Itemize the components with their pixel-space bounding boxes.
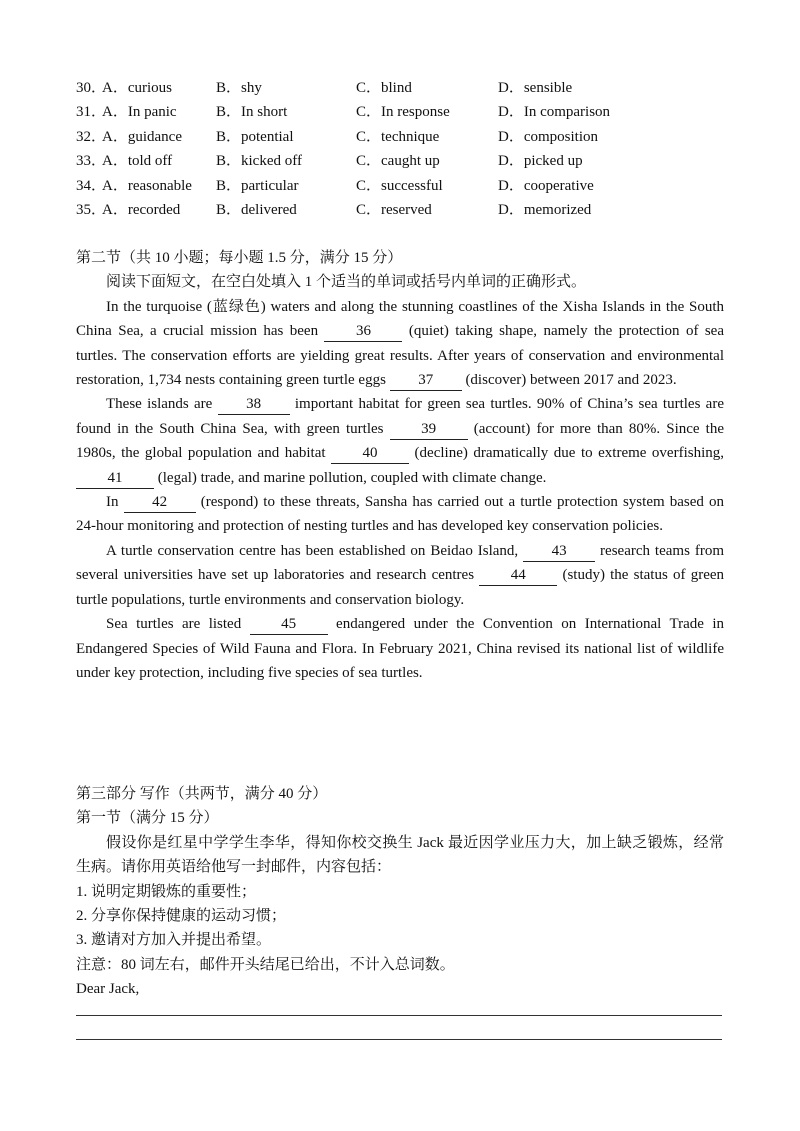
blank-39[interactable]: 39 (390, 419, 468, 440)
option-d: D．picked up (498, 153, 583, 170)
option-row-35 (76, 198, 736, 222)
blank-38[interactable]: 38 (218, 394, 290, 415)
passage-paragraph-1 (76, 295, 724, 393)
option-c: C．In response (356, 104, 450, 121)
part-3-writing (76, 782, 724, 1002)
option-a: A．told off (102, 153, 173, 170)
option-c: C．successful (356, 177, 443, 194)
section-2-instruction: 阅读下面短文，在空白处填入 1 个适当的单词或括号内单词的正确形式。 (106, 274, 587, 291)
blank-37[interactable]: 37 (390, 370, 462, 391)
answer-line[interactable] (76, 1015, 722, 1016)
passage-paragraph-4 (76, 539, 724, 612)
multiple-choice-options (76, 76, 736, 222)
passage-paragraph-3 (76, 490, 724, 539)
passage-text: (discover) between 2017 and 2023. (461, 372, 677, 389)
section-2-grammar-fill (76, 246, 724, 685)
question-number: 30． (76, 80, 107, 96)
option-c: C．caught up (356, 153, 440, 170)
blank-36[interactable]: 36 (324, 321, 402, 342)
option-a: A．guidance (102, 128, 182, 145)
option-d: D．In comparison (498, 104, 611, 121)
option-c: C．technique (356, 128, 440, 145)
question-number: 32． (76, 128, 107, 145)
option-b: B．particular (216, 177, 299, 194)
option-b: B．kicked off (216, 153, 302, 170)
section-2-heading: 第二节（共 10 小题；每小题 1.5 分，满分 15 分） (76, 250, 403, 266)
passage-text: A turtle conservation centre has been established on Beidao Island, (106, 542, 524, 559)
option-d: D．memorized (498, 201, 592, 218)
option-b: B．In short (216, 104, 288, 121)
writing-note: 注意：80 词左右，邮件开头结尾已给出，不计入总词数。 (76, 956, 455, 973)
option-a: A．curious (102, 80, 172, 96)
passage-text: (legal) trade, and marine pollution, coupled with climate change. (154, 469, 547, 486)
question-number: 31． (76, 104, 107, 121)
letter-greeting: Dear Jack, (76, 981, 140, 998)
option-row-32 (76, 125, 736, 149)
passage-text: In (106, 494, 124, 511)
blank-41[interactable]: 41 (76, 468, 154, 489)
passage-text: (respond) to these threats, Sansha has carried out a turtle protection system based on 24-hour monitoring and protection of nesting turtles and has developed key conservation policies. (76, 494, 725, 535)
option-b: B．delivered (216, 201, 297, 218)
option-a: A．reasonable (102, 177, 192, 194)
writing-task-prompt: 假设你是红星中学学生李华，得知你校交换生 Jack 最近因学业压力大，加上缺乏锻炼，经常生病。请你用英语给他写一封邮件，内容包括： (76, 834, 724, 876)
task-item-3: 3. 邀请对方加入并提出希望。 (76, 932, 272, 949)
passage-text: Sea turtles are listed (106, 616, 250, 633)
option-row-31 (76, 100, 736, 124)
passage-text: These islands are (106, 396, 218, 413)
option-row-33 (76, 149, 736, 173)
blank-43[interactable]: 43 (523, 541, 595, 562)
task-item-2: 2. 分享你保持健康的运动习惯； (76, 908, 287, 925)
passage-text: important habitat for green sea turtles. 90% of China’s sea turtles are found in the South China Sea, with green turtles (76, 396, 724, 437)
option-a: A．recorded (102, 201, 181, 218)
option-c: C．reserved (356, 201, 432, 218)
question-number: 34． (76, 177, 107, 194)
option-a: A．In panic (102, 104, 177, 121)
option-d: D．sensible (498, 80, 573, 96)
passage-text: (study) the status of green turtle populations, turtle environments and conservation biology. (76, 567, 725, 608)
passage-paragraph-2 (76, 392, 724, 490)
question-number: 35． (76, 201, 107, 218)
passage-text: (quiet) taking shape, namely the protection of sea turtles. The conservation efforts are yielding great results. After years of conservation and environmental restoration, 1,734 nests containing green turtle eggs (76, 323, 724, 389)
blank-42[interactable]: 42 (124, 492, 196, 513)
passage-text: research teams from several universities have set up laboratories and research centres (76, 542, 725, 584)
passage-text: In the turquoise (蓝绿色) waters and along the stunning coastlines of the Xisha Islands in the South China Sea, a crucial mission has been (76, 298, 724, 340)
passage-paragraph-5 (76, 612, 724, 685)
option-row-34 (76, 174, 736, 198)
passage-text: endangered under the Convention on International Trade in Endangered Species of Wild Fauna and Flora. In February 2021, China revised its national list of wildlife under key protection, including five species of sea turtles. (76, 616, 725, 681)
answer-line[interactable] (76, 1039, 722, 1040)
question-number: 33． (76, 153, 107, 170)
part-3-section-1-heading: 第一节（满分 15 分） (76, 810, 219, 827)
blank-45[interactable]: 45 (250, 614, 328, 635)
option-c: C．blind (356, 80, 412, 96)
option-row-30 (76, 76, 736, 100)
option-d: D．composition (498, 128, 598, 145)
option-d: D．cooperative (498, 177, 594, 194)
passage-text: (account) for more than 80%. Since the 1980s, the global population and habitat (76, 420, 724, 462)
part-3-heading: 第三部分 写作（共两节，满分 40 分） (76, 786, 328, 802)
option-b: B．potential (216, 128, 294, 145)
passage-text: (decline) dramatically due to extreme overfishing, (409, 445, 724, 462)
blank-44[interactable]: 44 (479, 565, 557, 586)
task-item-1: 1. 说明定期锻炼的重要性； (76, 883, 257, 900)
blank-40[interactable]: 40 (331, 443, 409, 464)
option-b: B．shy (216, 80, 262, 96)
